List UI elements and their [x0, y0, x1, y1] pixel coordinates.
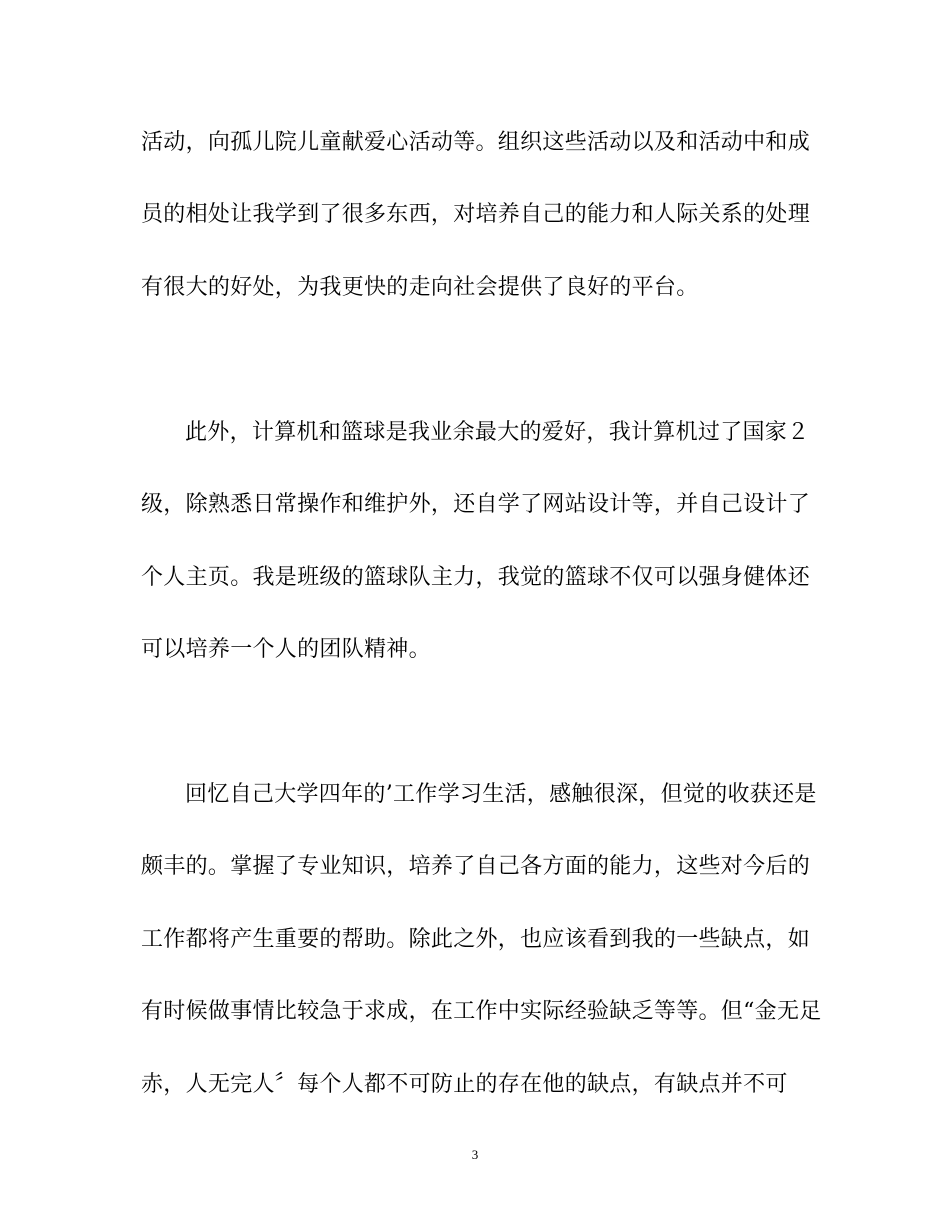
page-number: 3	[471, 1147, 479, 1162]
paragraph-1-line-2: 员的相处让我学到了很多东西，对培养自己的能力和人际关系的处理	[141, 202, 811, 227]
paragraph-2-line-2: 级，除熟悉日常操作和维护外，还自学了网站设计等，并自己设计了	[141, 492, 811, 517]
paragraph-1-line-3: 有很大的好处，为我更快的走向社会提供了良好的平台。	[141, 275, 699, 300]
paragraph-2-line-4: 可以培养一个人的团队精神。	[141, 637, 431, 662]
paragraph-3-line-4: 有时候做事情比较急于求成，在工作中实际经验缺乏等等。但“金无足	[141, 999, 822, 1024]
paragraph-3-line-5: 赤，人无完人〞每个人都不可防止的存在他的缺点，有缺点并不可	[141, 1072, 788, 1097]
paragraph-1-line-1: 活动，向孤儿院儿童献爱心活动等。组织这些活动以及和活动中和成	[141, 130, 811, 155]
paragraph-3-line-2: 颇丰的。掌握了专业知识，培养了自己各方面的能力，这些对今后的	[141, 854, 811, 879]
paragraph-2-line-3: 个人主页。我是班级的篮球队主力，我觉的篮球不仅可以强身健体还	[141, 565, 811, 590]
paragraph-2-line-1: 此外，计算机和篮球是我业余最大的爱好，我计算机过了国家２	[185, 420, 810, 445]
paragraph-3-line-1: 回忆自己大学四年的’工作学习生活，感触很深，但觉的收获还是	[185, 782, 817, 807]
paragraph-3-line-3: 工作都将产生重要的帮助。除此之外，也应该看到我的一些缺点，如	[141, 927, 811, 952]
